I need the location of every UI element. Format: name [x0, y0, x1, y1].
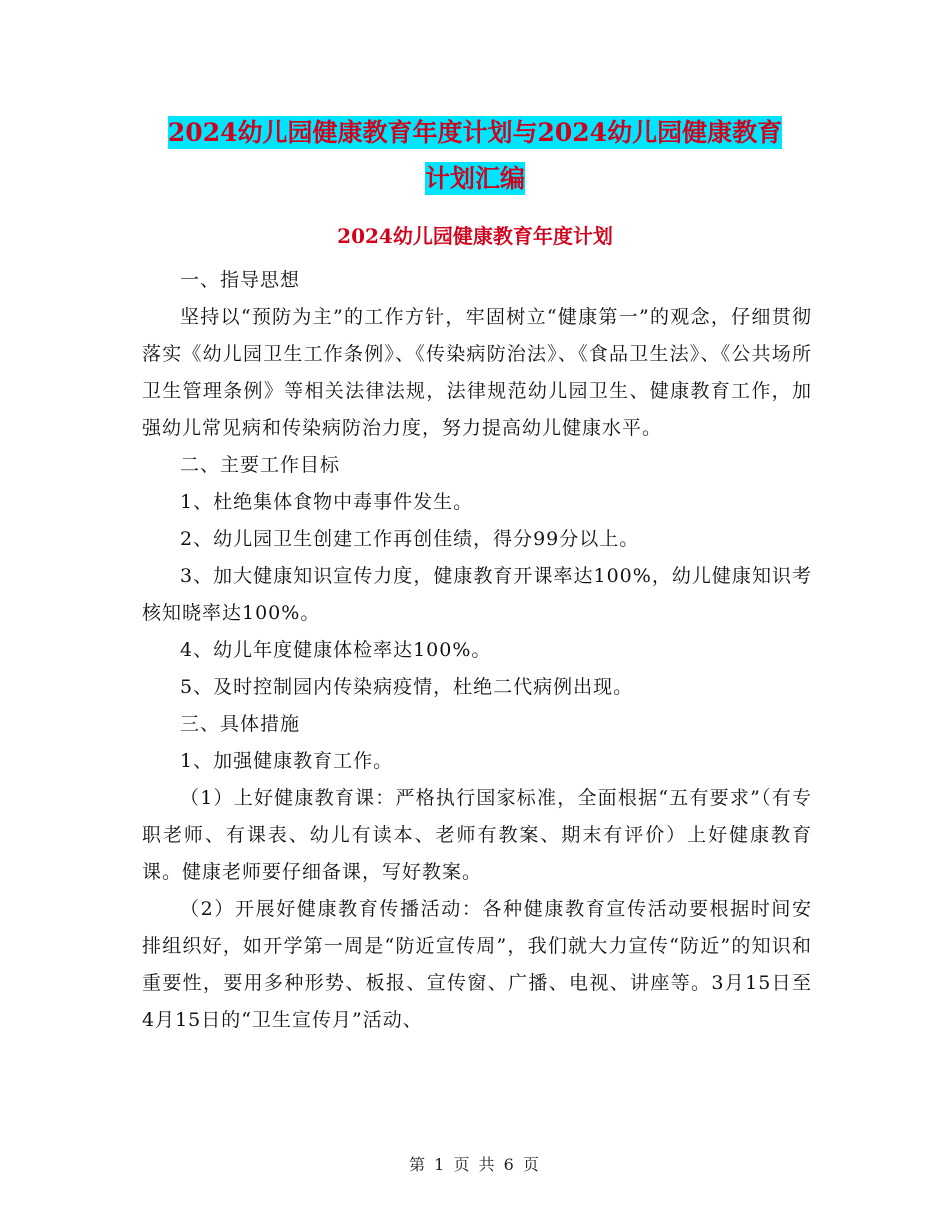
section-title: 2024幼儿园健康教育年度计划 — [337, 224, 613, 248]
document-body — [142, 262, 812, 1039]
goal-item-4: 4、幼儿年度健康体检率达100%。 — [180, 639, 492, 661]
page-footer: 第 1 页 共 6 页 — [409, 1155, 541, 1174]
goal-item-1: 1、杜绝集体食物中毒事件发生。 — [180, 491, 474, 513]
paragraph-guiding-ideology: 坚持以“预防为主”的工作方针，牢固树立“健康第一”的观念，仔细贯彻落实《幼儿园卫生工作条例》、《传染病防治法》、《食品卫生法》、《公共场所卫生管理条例》等相关法律法规，法律规范幼儿园卫生、健康教育工作，加强幼儿常见病和传染病防治力度，努力提高幼儿健康水平。 — [142, 306, 812, 439]
heading-guiding-ideology: 一、指导思想 — [180, 269, 301, 291]
heading-measures: 三、具体措施 — [180, 713, 301, 735]
goal-item-2: 2、幼儿园卫生创建工作再创佳绩，得分99分以上。 — [180, 528, 640, 550]
goal-item-3: 3、加大健康知识宣传力度，健康教育开课率达100%，幼儿健康知识考核知晓率达100%。 — [142, 565, 812, 624]
heading-main-goals: 二、主要工作目标 — [180, 454, 341, 476]
title-line-2: 计划汇编 — [424, 164, 525, 193]
measure-subitem-1: （1）上好健康教育课：严格执行国家标准，全面根据“五有要求”（有专职老师、有课表、幼儿有读本、老师有教案、期末有评价）上好健康教育课。健康老师要仔细备课，写好教案。 — [142, 787, 812, 883]
measure-item-1: 1、加强健康教育工作。 — [180, 750, 394, 772]
measure-subitem-2: （2）开展好健康教育传播活动：各种健康教育宣传活动要根据时间安排组织好，如开学第一周是“防近宣传周”，我们就大力宣传“防近”的知识和重要性，要用多种形势、板报、宣传窗、广播、电视、讲座等。3月15日至4月15日的“卫生宣传月”活动、 — [142, 898, 812, 1031]
goal-item-5: 5、及时控制园内传染病疫情，杜绝二代病例出现。 — [180, 676, 634, 698]
document-title — [140, 110, 810, 202]
title-line-1: 2024幼儿园健康教育年度计划与2024幼儿园健康教育 — [167, 118, 783, 147]
